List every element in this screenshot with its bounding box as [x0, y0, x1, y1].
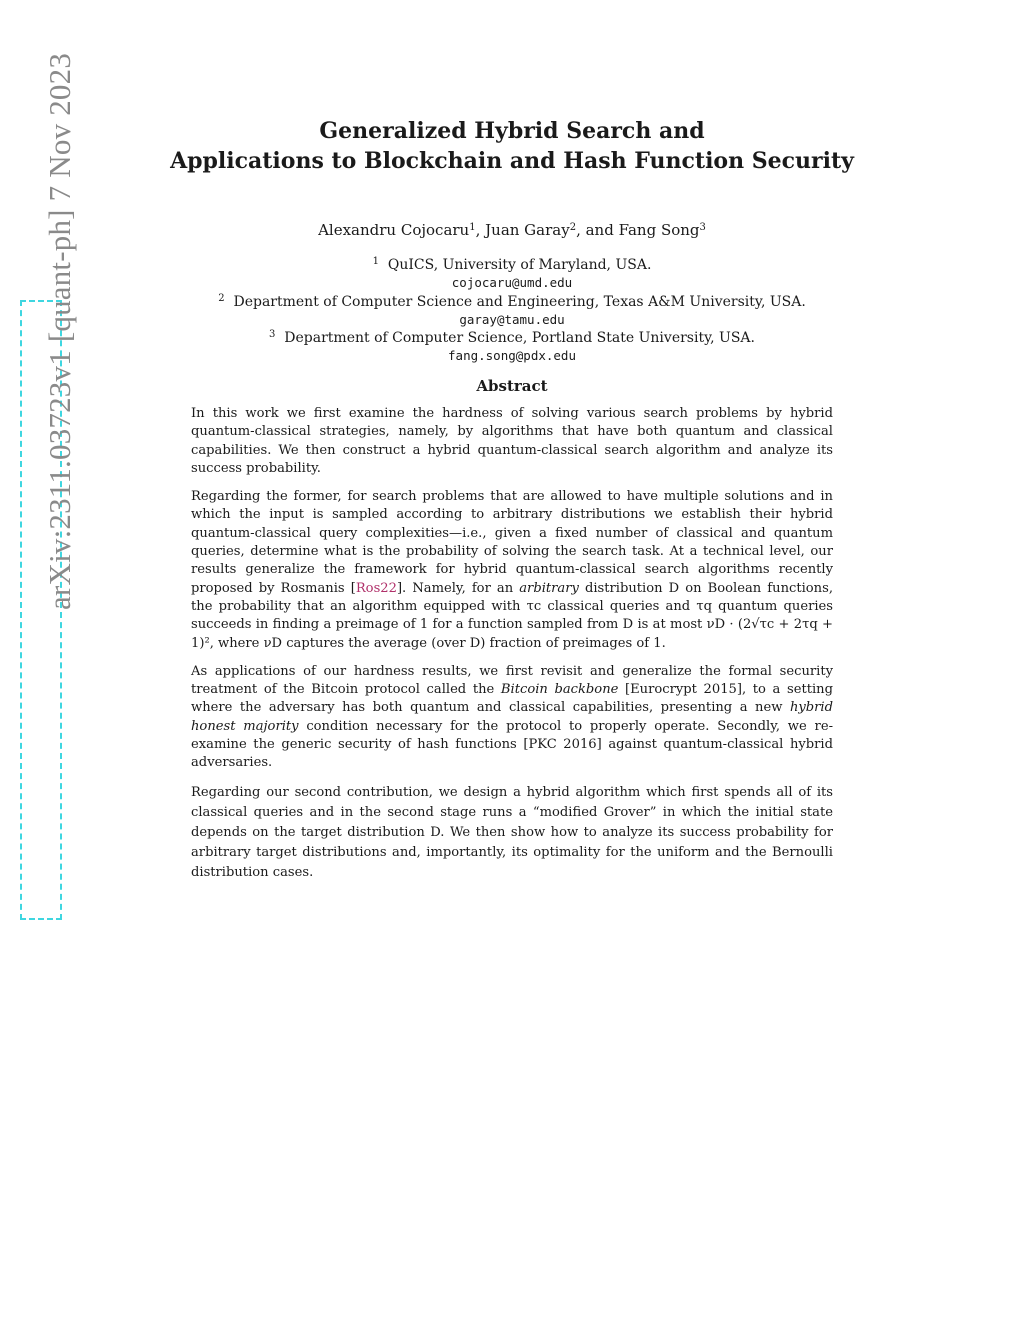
- affiliation: $^2$ Department of Computer Science and Engineering, Texas A&M University, USA.: [218, 292, 806, 310]
- author-affil-mark: 3: [699, 222, 706, 233]
- author-affil-mark: 1: [469, 222, 476, 233]
- author-name: Juan Garay: [485, 221, 570, 239]
- citation-link[interactable]: Ros22: [355, 580, 397, 596]
- affiliation: $^3$ Department of Computer Science, Portland State University, USA.: [269, 329, 755, 347]
- title-line-1: Generalized Hybrid Search and: [319, 118, 705, 144]
- abstract-paragraph: In this work we first examine the hardness of solving various search problems by hybrid quantum-classical strategies, namely, by algorithms that have both quantum and classical capabilities. We then construct a hybrid quantum-classical search algorithm and analyze its success probability.: [191, 406, 833, 476]
- affiliation-list: [0, 256, 1024, 366]
- affiliation: $^1$ QuICS, University of Maryland, USA.: [372, 256, 652, 273]
- paper-title: [0, 116, 1024, 176]
- title-line-2: Applications to Blockchain and Hash Function Security: [170, 148, 854, 174]
- author-affil-mark: 2: [569, 222, 577, 233]
- abstract-body: [191, 405, 833, 893]
- arxiv-identifier[interactable]: arXiv:2311.03723v1 [quant-ph] 7 Nov 2023: [42, 52, 77, 610]
- author-email[interactable]: cojocaru@umd.edu: [451, 275, 573, 291]
- author-list: Alexandru Cojocaru$^1$, Juan Garay$^2$, and Fang Song$^3$: [318, 221, 706, 239]
- abstract-heading: Abstract: [476, 377, 548, 395]
- author-name: Alexandru Cojocaru: [318, 221, 470, 239]
- author-email[interactable]: fang.song@pdx.edu: [448, 348, 576, 364]
- abstract-paragraph: As applications of our hardness results, we first revisit and generalize the formal security treatment of the Bitcoin protocol called the Bitcoin backbone [Eurocrypt 2015], to a setting where the adversary has both quantum and classical capabilities, presenting a new hybrid honest majority condition necessary for the protocol to properly operate. Secondly, we re-examine the generic security of hash functions [PKC 2016] against quantum-classical hybrid adversaries.: [191, 663, 833, 771]
- author-email[interactable]: garay@tamu.edu: [459, 311, 565, 327]
- author-name: Fang Song: [618, 221, 700, 239]
- abstract-paragraph: Regarding our second contribution, we design a hybrid algorithm which first spends all of its classical queries and in the second stage runs a “modified Grover” in which the initial state depends on the target distribution D. We then show how to analyze its success probability for arbitrary target distributions and, importantly, its optimality for the uniform and the Bernoulli distribution cases.: [191, 784, 833, 880]
- abstract-paragraph: Regarding the former, for search problems that are allowed to have multiple solutions and in which the input is sampled according to arbitrary distributions we establish their hybrid quantum-classical query complexities—i.e., given a fixed number of classical and quantum queries, determine what is the probability of solving the search task. At a technical level, our results generalize the framework for hybrid quantum-classical search algorithms recently proposed by Rosmanis [Ros22]. Namely, for an arbitrary distribution D on Boolean functions, the probability that an algorithm equipped with τc classical queries and τq quantum queries succeeds in finding a preimage of 1 for a function sampled from D is at most νD · (2√τc + 2τq + 1)², where νD captures the average (over D) fraction of preimages of 1.: [191, 489, 833, 651]
